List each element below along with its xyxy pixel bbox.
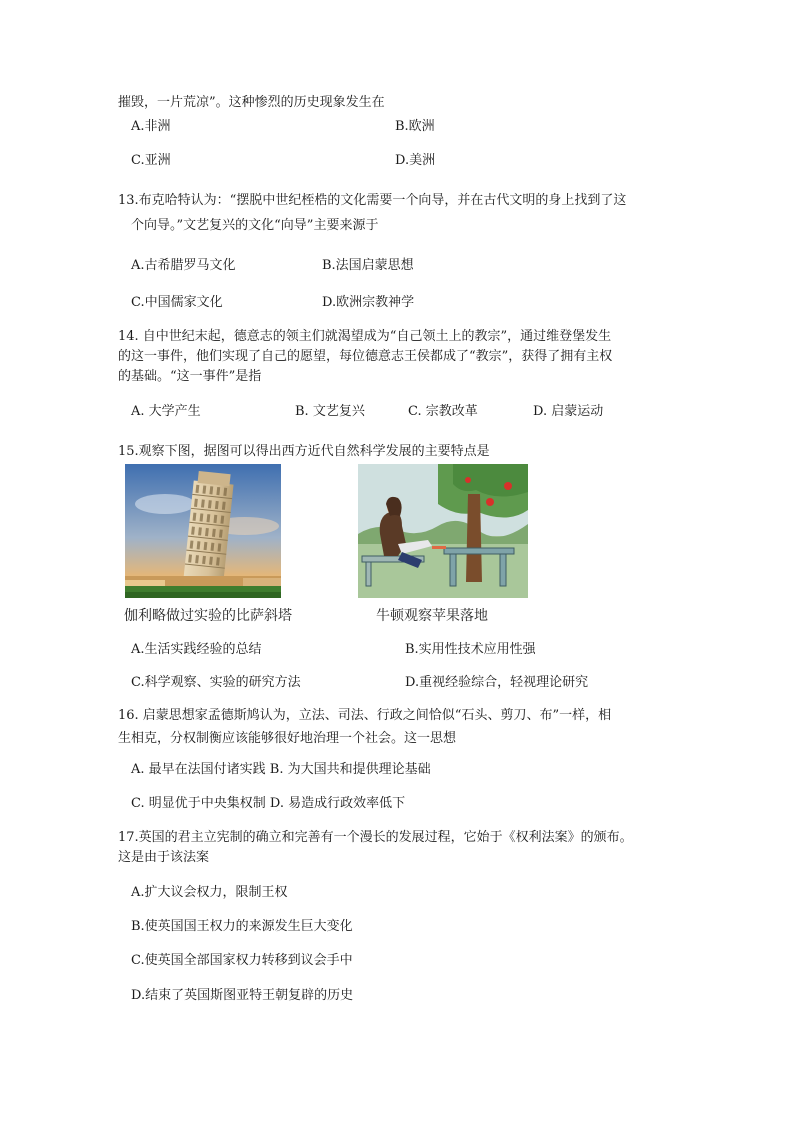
q15-option-d: D.重视经验综合，轻视理论研究 [405, 675, 589, 690]
q14-option-b: B. 文艺复兴 [295, 404, 365, 419]
newton-apple-image [358, 464, 528, 598]
q14-option-d: D. 启蒙运动 [533, 404, 604, 419]
q14-stem-line1: 14. 自中世纪末起，德意志的领主们就渴望成为“自己领土上的教宗”，通过维登堡发生 [118, 329, 612, 344]
q17-option-d: D.结束了英国斯图亚特王朝复辟的历史 [131, 988, 354, 1003]
q13-option-a: A.古希腊罗马文化 [131, 258, 236, 273]
q13-option-b: B.法国启蒙思想 [322, 258, 414, 273]
q12-option-c: C.亚洲 [131, 153, 171, 168]
q12-option-d: D.美洲 [395, 153, 436, 168]
q15-stem: 15.观察下图，据图可以得出西方近代自然科学发展的主要特点是 [118, 444, 490, 459]
pisa-tower-image [125, 464, 281, 598]
q16-options-ab: A. 最早在法国付诸实践 B. 为大国共和提供理论基础 [131, 762, 431, 777]
newton-caption: 牛顿观察苹果落地 [376, 608, 488, 624]
q14-stem-line3: 的基础。“这一事件”是指 [118, 369, 262, 384]
q15-option-b: B.实用性技术应用性强 [405, 642, 536, 657]
q13-option-c: C.中国儒家文化 [131, 295, 223, 310]
q16-stem-line1: 16. 启蒙思想家孟德斯鸠认为，立法、司法、行政之间恰似“石头、剪刀、布”一样，相 [118, 708, 612, 723]
q14-option-a: A. 大学产生 [131, 404, 201, 419]
q17-stem-line1: 17.英国的君主立宪制的确立和完善有一个漫长的发展过程，它始于《权利法案》的颁布。 [118, 830, 633, 845]
q14-stem-line2: 的这一事件，他们实现了自己的愿望，每位德意志王侯都成了“教宗”，获得了拥有主权 [118, 349, 613, 364]
q17-option-c: C.使英国全部国家权力转移到议会手中 [131, 953, 353, 968]
q13-stem-line1: 13.布克哈特认为：“摆脱中世纪桎梏的文化需要一个向导，并在古代文明的身上找到了这 [118, 193, 627, 208]
q13-stem-line2: 个向导。”文艺复兴的文化“向导”主要来源于 [131, 218, 379, 233]
q16-stem-line2: 生相克，分权制衡应该能够很好地治理一个社会。这一思想 [118, 731, 457, 746]
q16-options-cd: C. 明显优于中央集权制 D. 易造成行政效率低下 [131, 796, 406, 811]
q15-option-c: C.科学观察、实验的研究方法 [131, 675, 301, 690]
q14-option-c: C. 宗教改革 [408, 404, 478, 419]
q17-stem-line2: 这是由于该法案 [118, 850, 210, 865]
q15-option-a: A.生活实践经验的总结 [131, 642, 262, 657]
q17-option-b: B.使英国国王权力的来源发生巨大变化 [131, 919, 353, 934]
q17-option-a: A.扩大议会权力，限制王权 [131, 885, 288, 900]
q12-stem: 摧毁，一片荒凉”。这种惨烈的历史现象发生在 [118, 95, 385, 110]
pisa-caption: 伽利略做过实验的比萨斜塔 [124, 608, 292, 624]
q13-option-d: D.欧洲宗教神学 [322, 295, 415, 310]
q12-option-b: B.欧洲 [395, 119, 435, 134]
q12-option-a: A.非洲 [131, 119, 171, 134]
